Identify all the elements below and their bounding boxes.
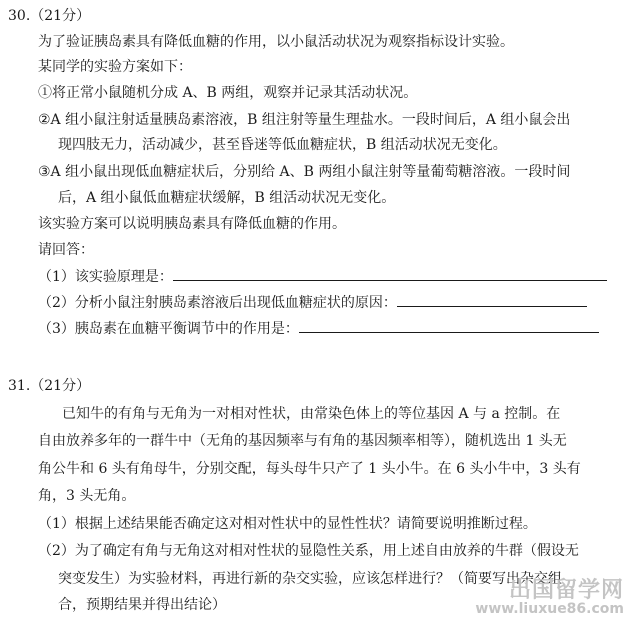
q31-line-1: 已知牛的有角与无角为一对相对性状，由常染色体上的等位基因 A 与 a 控制。在 <box>62 406 561 422</box>
q30-line-4: ②A 组小鼠注射适量胰岛素溶液，B 组注射等量生理盐水。一段时间后，A 组小鼠会出 <box>38 112 571 128</box>
watermark-url: www.liuxue86.com <box>475 601 624 618</box>
q31-line-6: （2）为了确定有角与无角这对相对性状的显隐性关系，用上述自由放养的牛群（假设无 <box>38 543 579 559</box>
watermark-title: 出国留学网 <box>508 578 624 604</box>
q31-line-2: 自由放养多年的一群牛中（无角的基因频率与有角的基因频率相等），随机选出 1 头无 <box>38 433 567 449</box>
q31-line-8: 合，预期结果并得出结论） <box>58 597 226 613</box>
q30-sub-2-label: （2）分析小鼠注射胰岛素溶液后出现低血糖症状的原因： <box>38 295 397 311</box>
q30-sub-2-row <box>38 292 587 313</box>
q30-answer-line-2[interactable] <box>397 292 587 307</box>
q30-sub-3-label: （3）胰岛素在血糖平衡调节中的作用是： <box>38 321 299 337</box>
q30-line-8: 该实验方案可以说明胰岛素具有降低血糖的作用。 <box>38 216 346 232</box>
q30-answer-line-1[interactable] <box>173 266 607 281</box>
q30-line-7: 后，A 组小鼠低血糖症状缓解，B 组活动状况无变化。 <box>58 190 396 206</box>
q30-line-9: 请回答： <box>38 242 94 258</box>
q30-answer-line-3[interactable] <box>299 318 599 333</box>
q30-sub-3-row <box>38 318 599 339</box>
q31-line-3: 角公牛和 6 头有角母牛，分别交配，每头母牛只产了 1 头小牛。在 6 头小牛中，3 头有 <box>38 461 581 477</box>
q30-line-6: ③A 组小鼠出现低血糖症状后，分别给 A、B 两组小鼠注射等量葡萄糖溶液。一段时间 <box>38 164 571 180</box>
q30-line-3: ①将正常小鼠随机分成 A、B 两组，观察并记录其活动状况。 <box>38 85 418 101</box>
q31-line-4: 角，3 头无角。 <box>38 488 136 504</box>
q31-line-7: 突变发生）为实验材料，再进行新的杂交实验，应该怎样进行？（简要写出杂交组 <box>58 571 562 587</box>
q31-line-5: （1）根据上述结果能否确定这对相对性状中的显性性状？请简要说明推断过程。 <box>38 516 537 532</box>
watermark <box>475 579 624 617</box>
q30-line-1: 为了验证胰岛素具有降低血糖的作用，以小鼠活动状况为观察指标设计实验。 <box>38 34 514 50</box>
q30-line-5: 现四肢无力，活动减少，甚至昏迷等低血糖症状，B 组活动状况无变化。 <box>58 137 507 153</box>
q30-sub-1-row <box>38 266 607 287</box>
q31-number: 31.（21分） <box>8 378 91 394</box>
q30-line-2: 某同学的实验方案如下： <box>38 59 192 75</box>
q30-sub-1-label: （1）该实验原理是： <box>38 269 173 285</box>
q30-number: 30.（21分） <box>8 8 91 24</box>
